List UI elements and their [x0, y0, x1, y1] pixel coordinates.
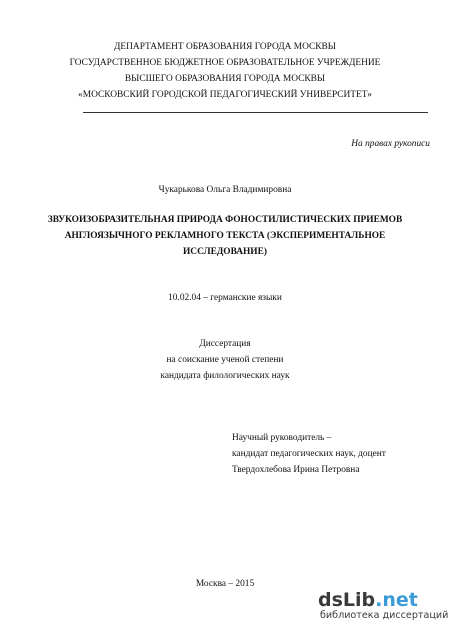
watermark-logo[interactable]: [318, 589, 449, 623]
header-divider: [83, 112, 428, 113]
advisor-degree: кандидат педагогических наук, доцент: [232, 449, 386, 459]
watermark-subtitle: библиотека диссертаций: [320, 610, 449, 621]
author-name: Чукарькова Ольга Владимировна: [158, 185, 292, 195]
specialty-code: 10.02.04 – германские языки: [168, 293, 282, 303]
degree-line-1: на соискание ученой степени: [166, 355, 284, 365]
logo-right: .net: [375, 589, 418, 611]
institution-line-2: ВЫСШЕГО ОБРАЗОВАНИЯ ГОРОДА МОСКВЫ: [124, 74, 326, 84]
degree-line-2: кандидата филологических наук: [160, 371, 290, 381]
advisor-label: Научный руководитель –: [232, 433, 332, 443]
title-line-3: ИССЛЕДОВАНИЕ): [183, 247, 267, 257]
title-line-1: ЗВУКОИЗОБРАЗИТЕЛЬНАЯ ПРИРОДА ФОНОСТИЛИСТИЧЕСКИХ ПРИЕМОВ: [47, 215, 403, 225]
dslib-logo[interactable]: [318, 589, 438, 611]
advisor-name: Твердохлебова Ирина Петровна: [232, 465, 360, 475]
logo-left: dsLib: [318, 589, 376, 611]
institution-line-1: ГОСУДАРСТВЕННОЕ БЮДЖЕТНОЕ ОБРАЗОВАТЕЛЬНОЕ УЧРЕЖДЕНИЕ: [69, 58, 381, 68]
manuscript-note: На правах рукописи: [351, 139, 430, 149]
institution-line-3: «МОСКОВСКИЙ ГОРОДСКОЙ ПЕДАГОГИЧЕСКИЙ УНИВЕРСИТЕТ»: [78, 90, 372, 100]
department-name: ДЕПАРТАМЕНТ ОБРАЗОВАНИЯ ГОРОДА МОСКВЫ: [114, 42, 336, 52]
title-line-2: АНГЛОЯЗЫЧНОГО РЕКЛАМНОГО ТЕКСТА (ЭКСПЕРИМЕНТАЛЬНОЕ: [64, 231, 386, 241]
city-year: Москва – 2015: [195, 579, 255, 589]
dissertation-label: Диссертация: [199, 339, 251, 349]
